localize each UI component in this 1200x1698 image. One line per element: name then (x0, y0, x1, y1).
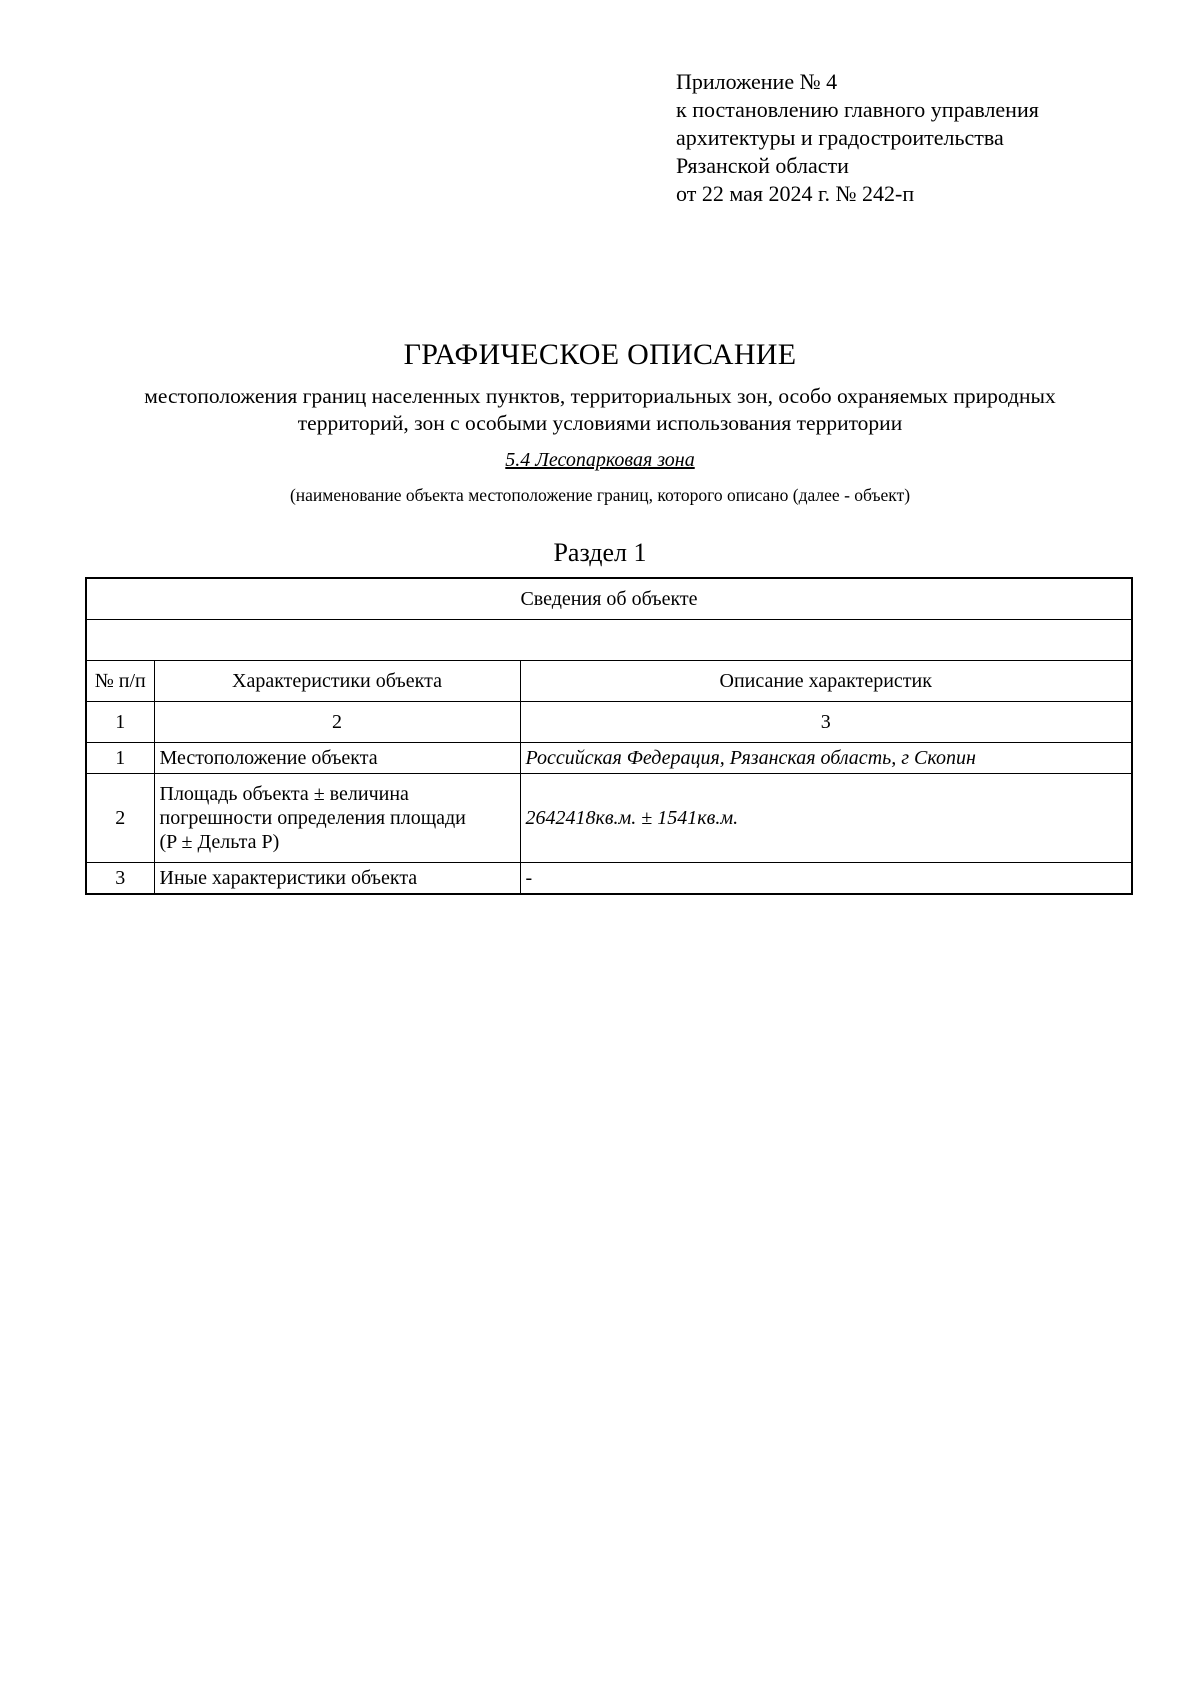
appendix-line: Рязанской области (676, 153, 849, 178)
column-header-number: № п/п (86, 661, 154, 702)
row-characteristic: Иные характеристики объекта (154, 863, 520, 895)
row-characteristic-line: Площадь объекта ± величина (159, 783, 409, 805)
column-header-description: Описание характеристик (520, 661, 1132, 702)
table-row (86, 774, 1132, 863)
object-name (0, 447, 1200, 473)
row-number: 1 (86, 743, 154, 774)
row-description: Российская Федерация, Рязанская область, г Скопин (520, 743, 1132, 774)
appendix-line: архитектуры и градостроительства (676, 125, 1004, 150)
row-characteristic (154, 774, 520, 863)
row-number: 3 (86, 863, 154, 895)
appendix-note (676, 68, 1039, 208)
row-description: 2642418кв.м. ± 1541кв.м. (520, 774, 1132, 863)
column-number: 3 (520, 702, 1132, 743)
document-title: ГРАФИЧЕСКОЕ ОПИСАНИЕ (403, 338, 797, 371)
row-characteristic-line: (P ± Дельта P) (159, 831, 280, 853)
object-info-table (85, 577, 1133, 895)
table-column-numbers-row (86, 702, 1132, 743)
appendix-line: к постановлению главного управления (676, 97, 1039, 122)
row-description: - (520, 863, 1132, 895)
table-heading-row (86, 578, 1132, 620)
table-header-row (86, 661, 1132, 702)
row-characteristic-line: погрешности определения площади (159, 807, 466, 829)
object-name-caption: (наименование объекта местоположение границ, которого описано (далее - объект) (289, 485, 911, 505)
subtitle-line-1: местоположения границ населенных пунктов, территориальных зон, особо охраняемых природных (144, 384, 1056, 408)
section-title: Раздел 1 (553, 538, 647, 567)
table-blank-row (86, 620, 1132, 661)
appendix-line: от 22 мая 2024 г. № 242-п (676, 181, 915, 206)
row-number: 2 (86, 774, 154, 863)
table-row (86, 743, 1132, 774)
table-heading: Сведения об объекте (86, 578, 1132, 620)
subtitle-line-2: территорий, зон с особыми условиями использования территории (297, 411, 903, 435)
document-subtitle (80, 383, 1120, 437)
table-blank-cell (86, 620, 1132, 661)
appendix-line: Приложение № 4 (676, 69, 838, 94)
object-name-text: 5.4 Лесопарковая зона (505, 449, 695, 471)
column-number: 2 (154, 702, 520, 743)
row-characteristic: Местоположение объекта (154, 743, 520, 774)
table-row (86, 863, 1132, 895)
column-number: 1 (86, 702, 154, 743)
column-header-characteristic: Характеристики объекта (154, 661, 520, 702)
